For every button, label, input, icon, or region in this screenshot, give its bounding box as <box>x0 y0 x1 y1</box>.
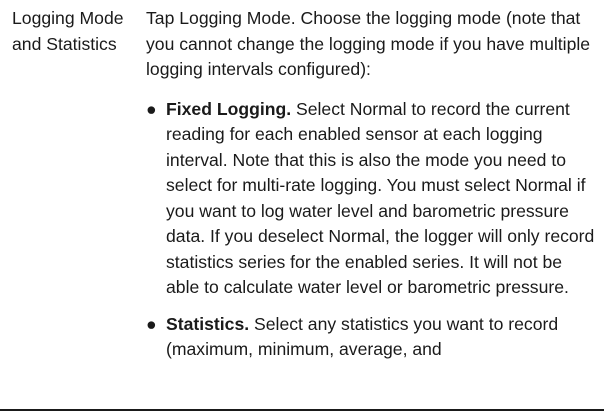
bullet-list <box>146 97 598 363</box>
description-cell <box>146 6 598 374</box>
bottom-divider <box>0 409 604 411</box>
bullet-item-statistics <box>146 312 598 363</box>
bullet-text: Select Normal to record the current reading for each enabled sensor at each logging interval. Note that this is also the mode you need to select for multi-rate logging. You must select Normal if you want to log water level and barometric pressure data. If you deselect Normal, the logger will only record statistics series for the enabled series. It will not be able to calculate water level or barometric pressure. <box>166 98 595 297</box>
bullet-title: Fixed Logging. <box>166 98 296 119</box>
bullet-icon: ● <box>146 313 157 334</box>
intro-paragraph: Tap Logging Mode. Choose the logging mode (note that you cannot change the logging mode if you have multiple logging intervals configured): <box>146 8 591 79</box>
bullet-item-fixed-logging <box>146 97 598 301</box>
term-label: Logging Mode and Statistics <box>12 8 124 54</box>
bullet-title: Statistics. <box>166 313 255 334</box>
bullet-text: Select any statistics you want to record (maximum, minimum, average, and <box>166 313 559 359</box>
bullet-icon: ● <box>146 98 157 119</box>
